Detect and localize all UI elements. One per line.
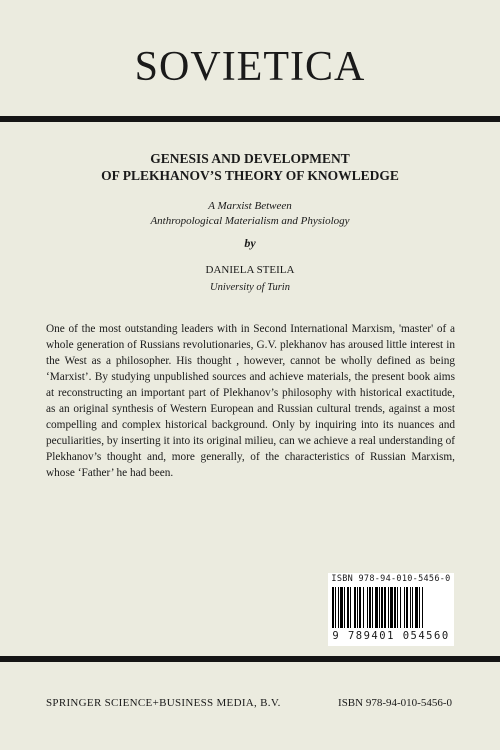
- barcode-bar: [384, 587, 386, 628]
- book-title-line-2: OF PLEKHANOV’S THEORY OF KNOWLEDGE: [101, 168, 399, 183]
- barcode-bar: [394, 587, 396, 628]
- top-rule: [0, 116, 500, 122]
- barcode-bar: [347, 587, 349, 628]
- barcode-bar: [406, 587, 408, 628]
- barcode-bar: [350, 587, 351, 628]
- back-cover-blurb: One of the most outstanding leaders with in Second International Marxism, 'master' of a whole generation of Russians revolutionaries, G.V. plekhanov has aroused little interest in the West as a philosopher. His thought , however, cannot be wholly defined as being ‘Marxist’. By studying unpublished sources and achieve materials, the present book aims at reconstructing an important part of Plekhanov’s philosophy with historical exactitude, as an original synthesis of Western European and Russian cultural trends, against a most compelling and complex historical background. Only by inquiring into its nuances and peculiarities, by inserting it into its original milieu, can we achieve a real understanding of Plekhanov’s thought and, more generally, of the characteristics of Russian Marxism, whose ‘Father’ he had been.: [46, 323, 455, 479]
- barcode: [328, 573, 454, 646]
- barcode-bar: [379, 587, 380, 628]
- barcode-bars: [332, 587, 450, 628]
- barcode-bar: [410, 587, 411, 628]
- barcode-bar: [332, 587, 334, 628]
- series-title: SOVIETICA: [134, 44, 366, 90]
- by-label: by: [244, 236, 256, 250]
- barcode-bar: [369, 587, 371, 628]
- book-subtitle-line-1: A Marxist Between: [208, 200, 292, 212]
- barcode-bar: [422, 587, 423, 628]
- barcode-bar: [397, 587, 398, 628]
- author-name: DANIELA STEILA: [205, 264, 295, 276]
- barcode-bar: [415, 587, 418, 628]
- barcode-bar: [354, 587, 356, 628]
- barcode-bar: [335, 587, 336, 628]
- barcode-bar: [372, 587, 373, 628]
- barcode-isbn-label: ISBN 978-94-010-5456-0: [331, 574, 451, 584]
- publisher-name: SPRINGER SCIENCE+BUSINESS MEDIA, B.V.: [46, 697, 281, 709]
- barcode-bar: [400, 587, 401, 628]
- barcode-bar: [357, 587, 358, 628]
- barcode-bar: [388, 587, 389, 628]
- barcode-digits: 9 789401 054560: [332, 630, 450, 642]
- barcode-bar: [344, 587, 345, 628]
- barcode-bar: [340, 587, 343, 628]
- barcode-bar: [359, 587, 361, 628]
- book-subtitle-line-2: Anthropological Materialism and Physiology: [150, 215, 350, 227]
- barcode-bar: [338, 587, 339, 628]
- bottom-rule: [0, 656, 500, 662]
- book-subtitle: [0, 199, 500, 229]
- barcode-bar: [381, 587, 383, 628]
- barcode-bar: [419, 587, 420, 628]
- barcode-bar: [390, 587, 393, 628]
- barcode-bar: [404, 587, 405, 628]
- author-affiliation: University of Turin: [210, 282, 290, 293]
- barcode-bar: [375, 587, 378, 628]
- barcode-bar: [412, 587, 413, 628]
- footer-isbn: ISBN 978-94-010-5456-0: [338, 697, 452, 709]
- book-title: [0, 150, 500, 184]
- barcode-bar: [363, 587, 364, 628]
- barcode-bar: [367, 587, 368, 628]
- book-title-line-1: GENESIS AND DEVELOPMENT: [150, 151, 350, 166]
